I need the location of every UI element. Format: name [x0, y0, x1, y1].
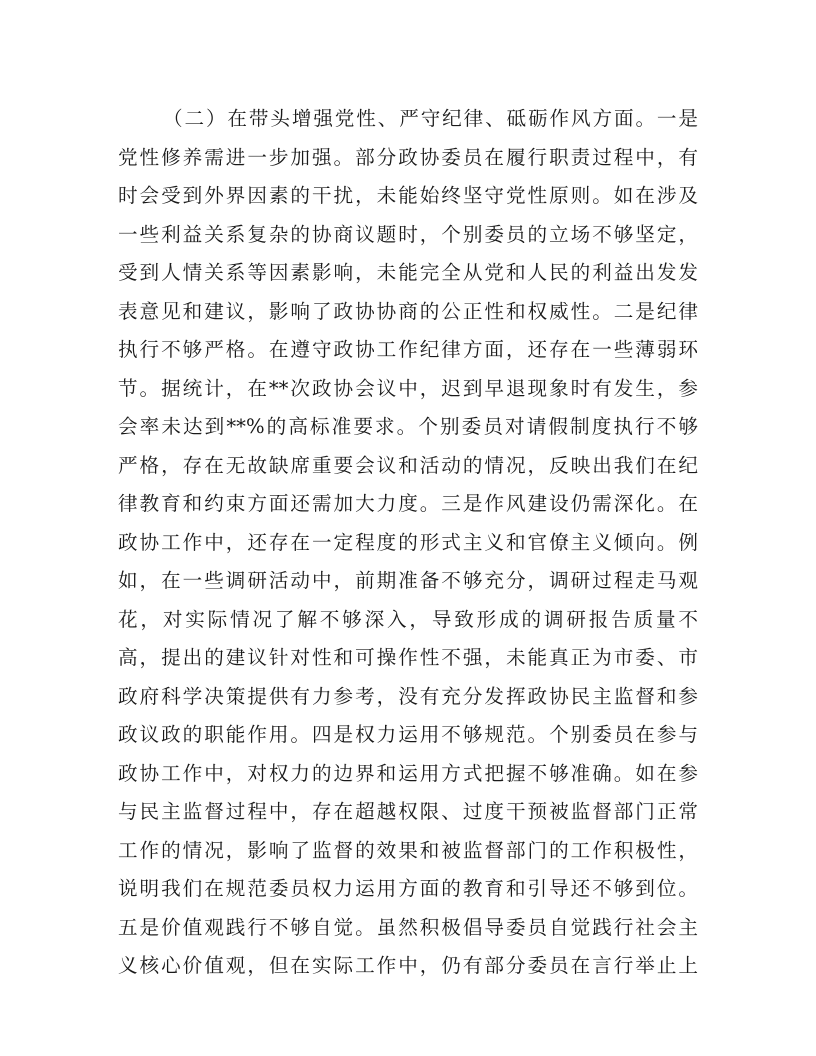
paragraph-line: 花，对实际情况了解不够深入，导致形成的调研报告质量不	[118, 607, 698, 631]
paragraph-line: 会率未达到**%的高标准要求。个别委员对请假制度执行不够	[118, 415, 698, 438]
paragraph-line: 党性修养需进一步加强。部分政协委员在履行职责过程中，有	[118, 145, 698, 169]
paragraph-line: 政府科学决策提供有力参考，没有充分发挥政协民主监督和参	[118, 684, 698, 708]
paragraph-line: 如，在一些调研活动中，前期准备不够充分，调研过程走马观	[118, 569, 698, 592]
paragraph-line: 律教育和约束方面还需加大力度。三是作风建设仍需深化。在	[118, 492, 698, 515]
paragraph-line: 节。据统计，在**次政协会议中，迟到早退现象时有发生，参	[118, 376, 698, 400]
paragraph-line: 义核心价值观，但在实际工作中，仍有部分委员在言行举止上	[118, 954, 698, 977]
paragraph-line: 政协工作中，还存在一定程度的形式主义和官僚主义倾向。例	[118, 530, 698, 554]
paragraph-line: 政议政的职能作用。四是权力运用不够规范。个别委员在参与	[118, 723, 698, 746]
paragraph-line: 高，提出的建议针对性和可操作性不强，未能真正为市委、市	[118, 646, 698, 669]
paragraph-line: 一些利益关系复杂的协商议题时，个别委员的立场不够坚定，	[118, 222, 698, 246]
paragraph-line: 与民主监督过程中，存在超越权限、过度干预被监督部门正常	[118, 800, 698, 823]
paragraph-line: 受到人情关系等因素影响，未能完全从党和人民的利益出发发	[118, 261, 698, 284]
paragraph-line: 严格，存在无故缺席重要会议和活动的情况，反映出我们在纪	[118, 453, 698, 477]
paragraph-line: 表意见和建议，影响了政协协商的公正性和权威性。二是纪律	[118, 299, 698, 323]
paragraph-line: 工作的情况，影响了监督的效果和被监督部门的工作积极性，	[118, 838, 698, 862]
paragraph-line: 政协工作中，对权力的边界和运用方式把握不够准确。如在参	[118, 761, 698, 785]
paragraph-line: 执行不够严格。在遵守政协工作纪律方面，还存在一些薄弱环	[118, 338, 698, 361]
paragraph-line: 五是价值观践行不够自觉。虽然积极倡导委员自觉践行社会主	[118, 915, 698, 939]
body-paragraph	[118, 100, 698, 986]
paragraph-line: 说明我们在规范委员权力运用方面的教育和引导还不够到位。	[118, 877, 698, 900]
paragraph-line: （二）在带头增强党性、严守纪律、砥砺作风方面。一是	[163, 107, 698, 130]
paragraph-line: 时会受到外界因素的干扰，未能始终坚守党性原则。如在涉及	[118, 184, 698, 207]
